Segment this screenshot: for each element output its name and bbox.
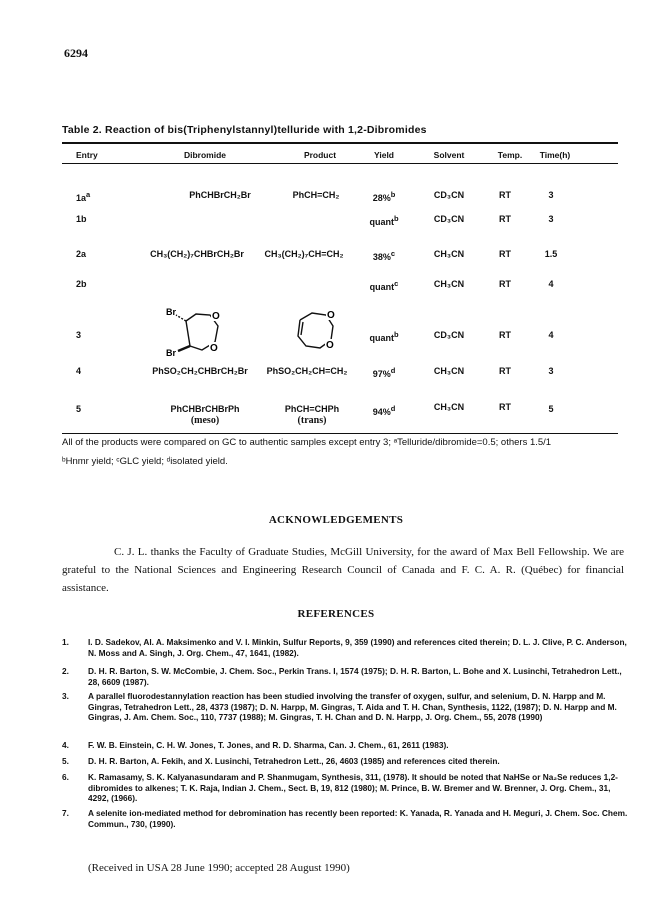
yield-cell: quant$^b$ [369,330,399,343]
received-date: (Received in USA 28 June 1990; accepted 28 August 1990) [88,862,350,874]
oxygen-label: O [210,343,218,354]
temp-cell: RT [499,366,511,376]
product-cell: PhCH=CH₂ [292,190,340,200]
solvent-cell: CH₃CN [433,279,465,289]
header-time: Time(h) [539,150,571,160]
time-cell: 1.5 [544,249,558,259]
temp-cell: RT [499,190,511,200]
time-cell: 3 [548,190,554,200]
oxygen-label: O [326,340,334,351]
time-cell: 4 [548,330,554,340]
acknowledgements-heading: ACKNOWLEDGEMENTS [268,514,404,526]
dioxene-structure [288,306,348,362]
acknowledgements-text: C. J. L. thanks the Faculty of Graduate Studies, McGill University, for the award of Max Bell Fellowship. We are grateful to the National Sciences and Engineering Research Council of Canada and F. C. A. R. (Québec) for financial assistance. [62,546,624,594]
entry-cell: 2a [76,249,87,259]
temp-cell: RT [499,330,511,340]
table-footnote: ᵇHnmr yield; ᶜGLC yield; ᵈisolated yield. [62,456,228,467]
time-cell: 5 [548,404,554,414]
yield-cell: 97%$^d$ [372,366,396,379]
dibromide-note: (meso) [190,415,220,426]
temp-cell: RT [499,214,511,224]
time-cell: 4 [548,279,554,289]
page-number: 6294 [64,46,88,60]
entry-cell: 3 [76,330,82,340]
solvent-cell: CD₃CN [433,214,465,224]
entry-cell: $1a^a$ [76,190,91,203]
solvent-cell: CH₃CN [433,249,465,259]
temp-cell: RT [499,402,511,412]
product-cell: PhSO₂CH₂CH=CH₂ [266,366,348,376]
table-footnote: All of the products were compared on GC to authentic samples except entry 3; ᵃTelluride/dibromide=0.5; others 1.5/1 [62,437,552,448]
header-product: Product [303,150,337,160]
header-yield: Yield [374,150,394,160]
product-note: (trans) [297,415,327,426]
bromine-label: Br [166,348,177,358]
yield-cell: quant$^c$ [369,279,399,292]
header-dibromide: Dibromide [183,150,227,160]
temp-cell: RT [499,279,511,289]
entry-cell: 1b [76,214,87,224]
yield-cell: 28%$^b$ [372,190,396,203]
entry-cell: 5 [76,404,82,414]
entry-cell: 4 [76,366,82,376]
header-temp: Temp. [497,150,523,160]
entry-cell: 2b [76,279,87,289]
product-cell: PhCH=CHPh [284,404,340,414]
product-cell: CH₃(CH₂)₇CH=CH₂ [264,249,344,259]
oxygen-label: O [212,311,220,322]
time-cell: 3 [548,214,554,224]
dibromide-cell: PhCHBrCHBrPh [170,404,240,414]
dibromide-cell: PhSO₂CH₂CHBrCH₂Br [152,366,248,376]
references-heading: REFERENCES [297,608,375,620]
header-solvent: Solvent [433,150,465,160]
header-entry: Entry [76,150,98,160]
time-cell: 3 [548,366,554,376]
solvent-cell: CD₃CN [433,190,465,200]
dibromide-cell: PhCHBrCH₂Br [189,190,251,200]
solvent-cell: CH₃CN [433,366,465,376]
dibromodioxane-structure [166,304,248,366]
yield-cell: 94%$^d$ [372,404,396,417]
table-bottom-rule [62,433,618,434]
table-title: Table 2. Reaction of bis(Triphenylstannyl)telluride with 1,2-Dibromides [62,124,427,136]
oxygen-label: O [327,310,335,321]
table-header-rule [62,163,618,164]
yield-cell: quant$^b$ [369,214,399,227]
bromine-label: Br [166,307,177,317]
solvent-cell: CH₃CN [433,402,465,412]
dibromide-cell: CH₃(CH₂)₇CHBrCH₂Br [150,249,244,259]
temp-cell: RT [499,249,511,259]
solvent-cell: CD₃CN [433,330,465,340]
table-top-rule [62,142,618,144]
yield-cell: 38%$^c$ [372,249,396,262]
